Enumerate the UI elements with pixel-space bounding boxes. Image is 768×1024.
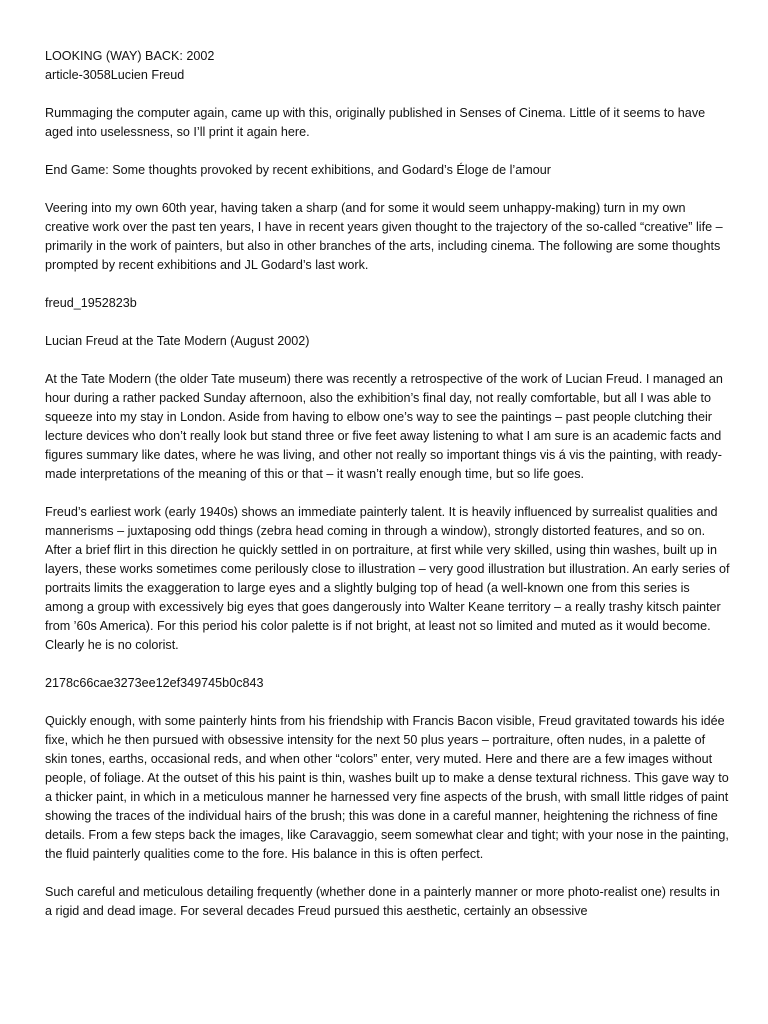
body-paragraph-2: At the Tate Modern (the older Tate museum) there was recently a retrospective of the work of Lucian Freud. I managed an hour during a rather packed Sunday afternoon, also the exhibition’s final day, not really comfortable, but all I was able to squeeze into my stay in London. Aside from having to elbow one’s way to see the paintings – past people clutching their lecture devices who don’t really look but stand three or five feet away listening to what I am sure is an academic facts and figures summary like dates, where he was living, and other not really so important things vis á vis the painting, with ready-made interpretations of the meaning of this or that – it wasn’t really enough time, but so life goes. <box>45 372 723 481</box>
image-reference-2: 2178c66cae3273ee12ef349745b0c843 <box>45 676 264 690</box>
body-paragraph-4: Quickly enough, with some painterly hints from his friendship with Francis Bacon visible, Freud gravitated towards his idée fixe, which he then pursued with obsessive intensity for the next 50 plus years – portraiture, often nudes, in a palette of skin tones, earths, occasional reds, and when other “colors” enter, very muted. Here and there are a few images without people, of foliage. At the outset of this his paint is thin, washes built up to make a dense textural richness. This gave way to a thicker paint, in which in a meticulous manner he harnessed very fine aspects of the brush, with small little ridges of paint showing the traces of the individual hairs of the brush; this was done in a careful manner, heightening the richness of fine details. From a few steps back the images, like Caravaggio, seem somewhat clear and tight; with your nose in the painting, the fluid painterly qualities come to the fore. His balance in this is often perfect. <box>45 714 729 861</box>
body-paragraph-3: Freud’s earliest work (early 1940s) shows an immediate painterly talent. It is heavily influenced by surrealist qualities and mannerisms – juxtaposing odd things (zebra head coming in through a window), strongly distorted features, and so on. After a brief flirt in this direction he quickly settled in on portraiture, at first while very skilled, using thin washes, built up in layers, these works sometimes come perilously close to illustration – very good illustration but illustration. An early series of portraits limits the exaggeration to large eyes and a slightly bulging top of head (a well-known one from this series is among a group with excessively big eyes that goes dangerously into Walter Keane territory – a really trashy kitsch painter from ’60s America). For this period his color palette is if not bright, at least not so limited and muted as it would become. Clearly he is no colorist. <box>45 505 730 652</box>
document-body <box>45 47 730 940</box>
document-header-title: LOOKING (WAY) BACK: 2002 <box>45 49 215 63</box>
body-paragraph-1: Veering into my own 60th year, having taken a sharp (and for some it would seem unhappy-making) turn in my own creative work over the past ten years, I have in recent years given thought to the trajectory of the so-called “creative” life – primarily in the work of painters, but also in other branches of the arts, including cinema. The following are some thoughts prompted by recent exhibitions and JL Godard’s last work. <box>45 201 723 272</box>
article-subtitle: End Game: Some thoughts provoked by recent exhibitions, and Godard’s Éloge de l’amour <box>45 163 551 177</box>
image-reference-1: freud_1952823b <box>45 296 137 310</box>
intro-paragraph: Rummaging the computer again, came up with this, originally published in Senses of Cinema. Little of it seems to have aged into uselessness, so I’ll print it again here. <box>45 106 706 139</box>
body-paragraph-5: Such careful and meticulous detailing frequently (whether done in a painterly manner or more photo-realist one) results in a rigid and dead image. For several decades Freud pursued this aesthetic, certainly an obsessive <box>45 885 720 918</box>
document-header-reference: article-3058Lucien Freud <box>45 68 185 82</box>
section-title: Lucian Freud at the Tate Modern (August 2002) <box>45 334 310 348</box>
